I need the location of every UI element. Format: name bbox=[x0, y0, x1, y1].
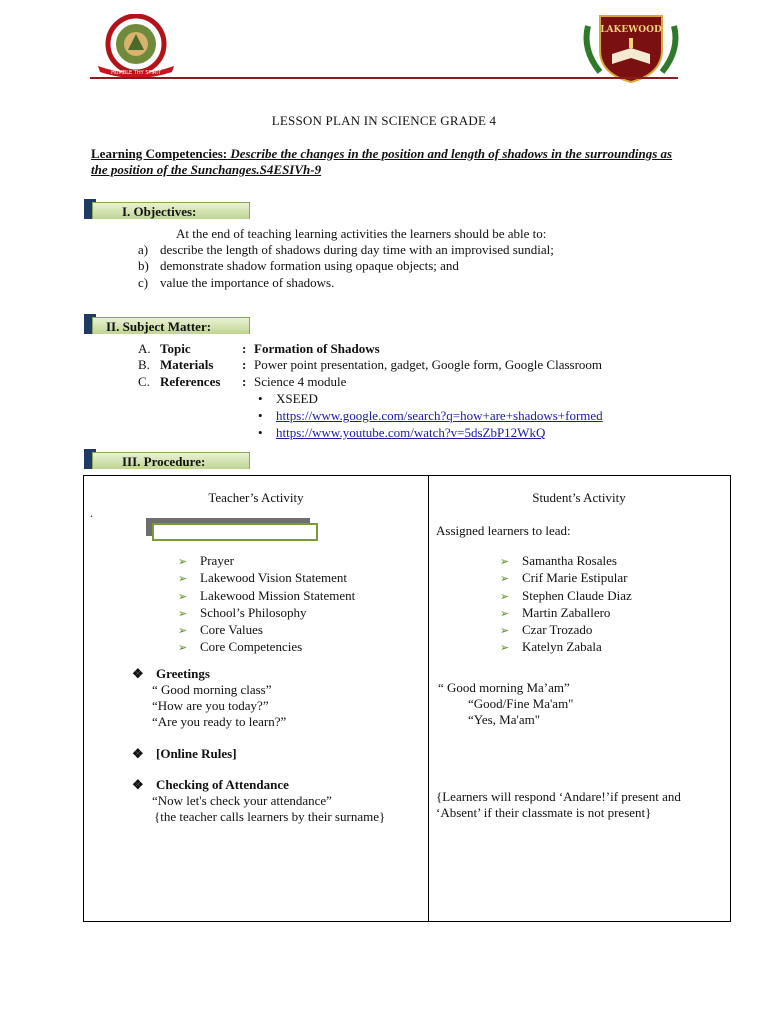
procedure-heading: III. Procedure: bbox=[122, 454, 206, 469]
arrow-bullet-icon: ➢ bbox=[500, 607, 510, 620]
preliminaries-label-box bbox=[146, 518, 310, 536]
crest-text: LAKEWOOD bbox=[600, 25, 662, 35]
list-item: ➢ Lakewood Vision Statement bbox=[178, 570, 355, 587]
student-greeting-line: “Yes, Ma'am" bbox=[468, 712, 541, 727]
lakewood-crest-logo bbox=[578, 6, 684, 86]
greetings-heading: ❖ Greetings bbox=[132, 666, 210, 681]
materials-value: Power point presentation, gadget, Google form, Google Classroom bbox=[254, 357, 603, 373]
youtube-video-link[interactable]: https://www.youtube.com/watch?v=5dsZbP12WkQ bbox=[276, 425, 546, 440]
list-item: a) describe the length of shadows during day time with an improvised sundial; bbox=[138, 242, 554, 257]
list-item: ➢ Stephen Claude Diaz bbox=[500, 588, 632, 605]
activity-table bbox=[83, 475, 731, 922]
seal-ribbon-text: HUMBLE THY SPIRIT bbox=[111, 70, 161, 76]
learning-competencies bbox=[91, 146, 691, 178]
references-list bbox=[258, 390, 603, 441]
subject-matter-heading: II. Subject Matter: bbox=[106, 319, 212, 334]
stray-mark: . bbox=[90, 506, 93, 520]
page-title: LESSON PLAN IN SCIENCE GRADE 4 bbox=[271, 113, 497, 128]
diamond-bullet-icon: ❖ bbox=[132, 666, 144, 681]
subject-matter-heading-bar bbox=[84, 314, 250, 334]
list-item: ➢ Core Competencies bbox=[178, 639, 355, 656]
arrow-bullet-icon: ➢ bbox=[500, 573, 510, 586]
arrow-bullet-icon: ➢ bbox=[178, 642, 188, 655]
references-value: Science 4 module bbox=[254, 373, 347, 389]
objectives-heading-bar bbox=[84, 199, 250, 219]
list-item: ➢ School’s Philosophy bbox=[178, 605, 355, 622]
teacher-attendance-line: “Now let's check your attendance” bbox=[152, 793, 332, 808]
arrow-bullet-icon: ➢ bbox=[178, 573, 188, 586]
topic-value: Formation of Shadows bbox=[254, 341, 380, 356]
arrow-bullet-icon: ➢ bbox=[178, 607, 188, 620]
arrow-bullet-icon: ➢ bbox=[500, 642, 510, 655]
learning-competencies-text: Describe the changes in the position and length of shadows in the surroundings as the position of the Sunchanges.S4ESIVh-9 bbox=[91, 146, 673, 177]
list-item: ➢ Lakewood Mission Statement bbox=[178, 588, 355, 605]
header-rule bbox=[90, 77, 678, 79]
objectives-heading: I. Objectives: bbox=[122, 204, 197, 219]
teacher-greeting-line: “Are you ready to learn?” bbox=[152, 714, 287, 729]
procedure-heading-bar bbox=[84, 449, 250, 469]
teacher-attendance-line: {the teacher calls learners by their surname} bbox=[154, 809, 386, 824]
assigned-learners-label: Assigned learners to lead: bbox=[436, 523, 571, 538]
list-item: ➢ Core Values bbox=[178, 622, 355, 639]
list-item: ➢ Samantha Rosales bbox=[500, 553, 632, 570]
arrow-bullet-icon: ➢ bbox=[500, 556, 510, 568]
online-rules-heading: ❖ [Online Rules] bbox=[132, 746, 237, 761]
arrow-bullet-icon: ➢ bbox=[500, 625, 510, 638]
teacher-greeting-line: “ Good morning class” bbox=[152, 682, 272, 697]
arrow-bullet-icon: ➢ bbox=[178, 590, 188, 603]
list-item: • https://www.google.com/search?q=how+are+shadows+formed bbox=[258, 408, 603, 423]
attendance-heading: ❖ Checking of Attendance bbox=[132, 777, 289, 792]
teacher-activity-header: Teacher’s Activity bbox=[208, 490, 304, 505]
student-activity-header: Student’s Activity bbox=[532, 490, 626, 505]
school-seal-logo bbox=[92, 14, 180, 78]
list-item: ➢ Martin Zaballero bbox=[500, 605, 632, 622]
student-attendance-line: ‘Absent’ if their classmate is not present} bbox=[436, 805, 652, 820]
arrow-bullet-icon: ➢ bbox=[500, 590, 510, 603]
list-item: ➢ Prayer bbox=[178, 553, 355, 570]
objectives-list bbox=[138, 242, 554, 291]
list-item: ➢ Czar Trozado bbox=[500, 622, 632, 639]
list-item: b) demonstrate shadow formation using opaque objects; and bbox=[138, 258, 459, 274]
diamond-bullet-icon: ❖ bbox=[132, 746, 144, 761]
google-search-link[interactable]: https://www.google.com/search?q=how+are+shadows+formed bbox=[276, 408, 603, 423]
student-attendance-line: {Learners will respond ‘Andare!’if present and bbox=[436, 789, 681, 804]
list-item: • https://www.youtube.com/watch?v=5dsZbP12WkQ bbox=[258, 425, 546, 440]
lakewood-crest-icon bbox=[578, 6, 684, 86]
teacher-preliminaries-list bbox=[178, 553, 355, 657]
diamond-bullet-icon: ❖ bbox=[132, 777, 144, 792]
list-item: • XSEED bbox=[258, 391, 318, 406]
list-item: c) value the importance of shadows. bbox=[138, 274, 335, 290]
arrow-bullet-icon: ➢ bbox=[178, 625, 188, 638]
list-item: ➢ Crif Marie Estipular bbox=[500, 570, 632, 587]
objectives-intro: At the end of teaching learning activities the learners should be able to: bbox=[176, 226, 547, 241]
school-seal-icon bbox=[92, 14, 180, 78]
student-leaders-list bbox=[500, 553, 632, 657]
list-item: ➢ Katelyn Zabala bbox=[500, 639, 632, 656]
student-greeting-line: “ Good morning Ma’am” bbox=[438, 680, 570, 695]
arrow-bullet-icon: ➢ bbox=[178, 556, 188, 568]
teacher-greeting-line: “How are you today?” bbox=[152, 698, 269, 713]
student-greeting-line: “Good/Fine Ma'am" bbox=[468, 696, 574, 711]
learning-competencies-label: Learning Competencies: bbox=[91, 146, 228, 161]
